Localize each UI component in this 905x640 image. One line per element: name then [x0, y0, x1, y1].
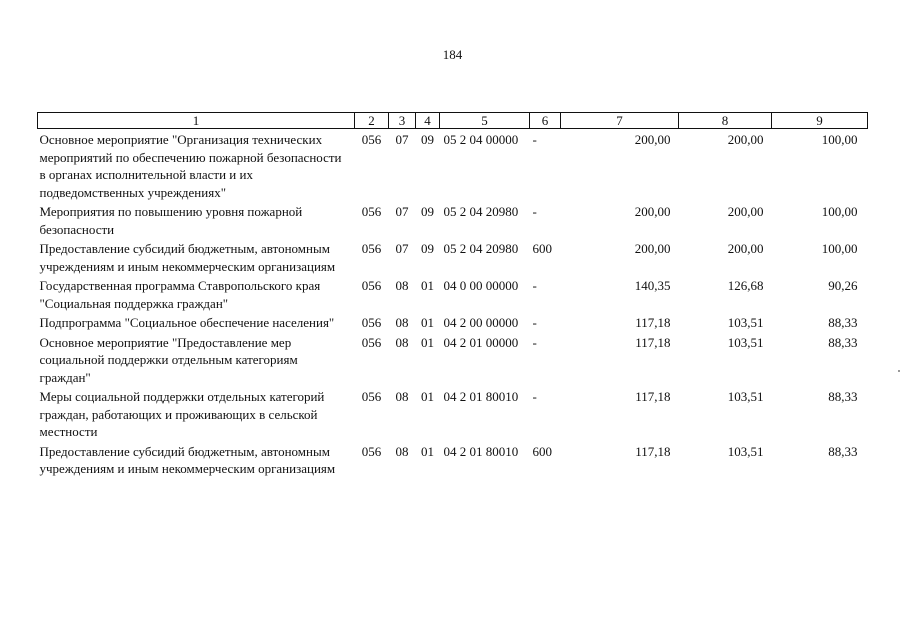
row-value-col7: 117,18 — [635, 389, 671, 404]
row-value-col8: 103,51 — [727, 334, 764, 350]
row-value-col7: 200,00 — [634, 132, 671, 147]
row-value-col9: 100,00 — [821, 241, 858, 256]
row-value-col7: 117,18 — [635, 315, 671, 330]
table-row — [38, 238, 868, 275]
row-value-col7: 117,18 — [635, 334, 671, 350]
row-ministry-code: 056 — [361, 334, 382, 350]
row-value-col9: 90,26 — [828, 278, 858, 293]
row-value-col7: 200,00 — [634, 204, 671, 219]
row-ministry-code: 056 — [361, 315, 382, 330]
table-header — [38, 113, 868, 129]
row-section-code: 08 — [395, 334, 409, 350]
row-value-col8: 126,68 — [727, 278, 764, 293]
row-name: Мероприятия по повышению уровня пожарной безопасности — [39, 204, 303, 237]
row-name: Меры социальной поддержки отдельных категорий граждан, работающих и проживающих в сельской местности — [39, 389, 325, 439]
row-ministry-code: 056 — [361, 132, 382, 147]
header-col-1: 1 — [38, 113, 355, 129]
header-col-7: 7 — [561, 113, 679, 129]
row-value-col7: 140,35 — [634, 278, 671, 293]
row-subsection-code: 09 — [421, 204, 434, 219]
table-row — [38, 332, 868, 387]
row-ministry-code: 056 — [361, 204, 382, 219]
header-col-9: 9 — [772, 113, 868, 129]
row-name: Государственная программа Ставропольского края "Социальная поддержка граждан" — [39, 278, 321, 311]
page-number: 184 — [442, 47, 463, 62]
table-row — [38, 275, 868, 312]
header-row — [38, 113, 868, 129]
row-value-col7: 117,18 — [635, 443, 671, 459]
row-subsection-code: 09 — [421, 241, 434, 256]
row-value-col8: 103,51 — [727, 315, 764, 330]
row-subsection-code: 01 — [421, 443, 434, 459]
table-row — [38, 312, 868, 332]
row-expense-type: 600 — [532, 241, 552, 256]
row-value-col8: 200,00 — [727, 132, 764, 147]
table-row — [38, 201, 868, 238]
row-target-article: 04 2 00 00000 — [443, 315, 519, 330]
row-ministry-code: 056 — [361, 389, 382, 404]
row-target-article: 04 2 01 80010 — [443, 443, 519, 459]
row-value-col7: 200,00 — [634, 241, 671, 256]
row-value-col8: 200,00 — [727, 241, 764, 256]
row-expense-type: - — [532, 132, 537, 147]
header-col-6: 6 — [530, 113, 561, 129]
row-expense-type: - — [532, 334, 537, 350]
row-expense-type: - — [532, 389, 537, 404]
row-ministry-code: 056 — [361, 278, 382, 293]
row-ministry-code: 056 — [361, 443, 382, 459]
header-col-8: 8 — [679, 113, 772, 129]
row-value-col9: 100,00 — [821, 132, 858, 147]
row-target-article: 04 0 00 00000 — [443, 278, 519, 293]
row-name: Предоставление субсидий бюджетным, автономным учреждениям и иным некоммерческим организациям — [39, 241, 336, 274]
row-target-article: 05 2 04 00000 — [443, 132, 519, 147]
row-section-code: 07 — [395, 204, 409, 219]
row-subsection-code: 01 — [421, 334, 434, 350]
header-col-2: 2 — [355, 113, 389, 129]
row-value-col9: 88,33 — [828, 389, 858, 404]
table-row — [38, 129, 868, 202]
row-value-col8: 103,51 — [727, 443, 764, 459]
row-value-col8: 103,51 — [727, 389, 764, 404]
row-subsection-code: 01 — [421, 278, 434, 293]
row-subsection-code: 09 — [421, 132, 434, 147]
row-subsection-code: 01 — [421, 315, 434, 330]
row-target-article: 05 2 04 20980 — [443, 241, 519, 256]
row-name: Предоставление субсидий бюджетным, автономным учреждениям и иным некоммерческим организациям — [39, 443, 336, 476]
row-target-article: 04 2 01 00000 — [443, 334, 519, 350]
row-name: Основное мероприятие "Предоставление мер социальной поддержки отдельным категориям граждан" — [39, 334, 298, 385]
row-target-article: 05 2 04 20980 — [443, 204, 519, 219]
row-name: Подпрограмма "Социальное обеспечение населения" — [39, 315, 335, 330]
header-col-3: 3 — [389, 113, 416, 129]
row-expense-type: - — [532, 315, 537, 330]
row-target-article: 04 2 01 80010 — [443, 389, 519, 404]
row-value-col9: 88,33 — [828, 334, 858, 350]
table-row — [38, 441, 868, 478]
table-body — [38, 129, 868, 478]
table-row — [38, 386, 868, 441]
header-col-5: 5 — [440, 113, 530, 129]
row-section-code: 08 — [395, 278, 409, 293]
row-value-col9: 88,33 — [828, 443, 858, 459]
row-expense-type: - — [532, 204, 537, 219]
row-value-col9: 88,33 — [828, 315, 858, 330]
row-value-col9: 100,00 — [821, 204, 858, 219]
row-value-col8: 200,00 — [727, 204, 764, 219]
row-expense-type: - — [532, 278, 537, 293]
budget-table — [37, 112, 868, 478]
row-section-code: 08 — [395, 443, 409, 459]
scan-speck — [898, 370, 900, 372]
row-section-code: 07 — [395, 241, 409, 256]
row-section-code: 08 — [395, 389, 409, 404]
row-section-code: 08 — [395, 315, 409, 330]
header-col-4: 4 — [416, 113, 440, 129]
row-ministry-code: 056 — [361, 241, 382, 256]
row-section-code: 07 — [395, 132, 409, 147]
row-subsection-code: 01 — [421, 389, 434, 404]
row-name: Основное мероприятие "Организация технических мероприятий по обеспечению пожарной безопасности в органах исполнительной власти и их подведомственных учреждениях" — [39, 132, 342, 200]
row-expense-type: 600 — [532, 443, 552, 459]
